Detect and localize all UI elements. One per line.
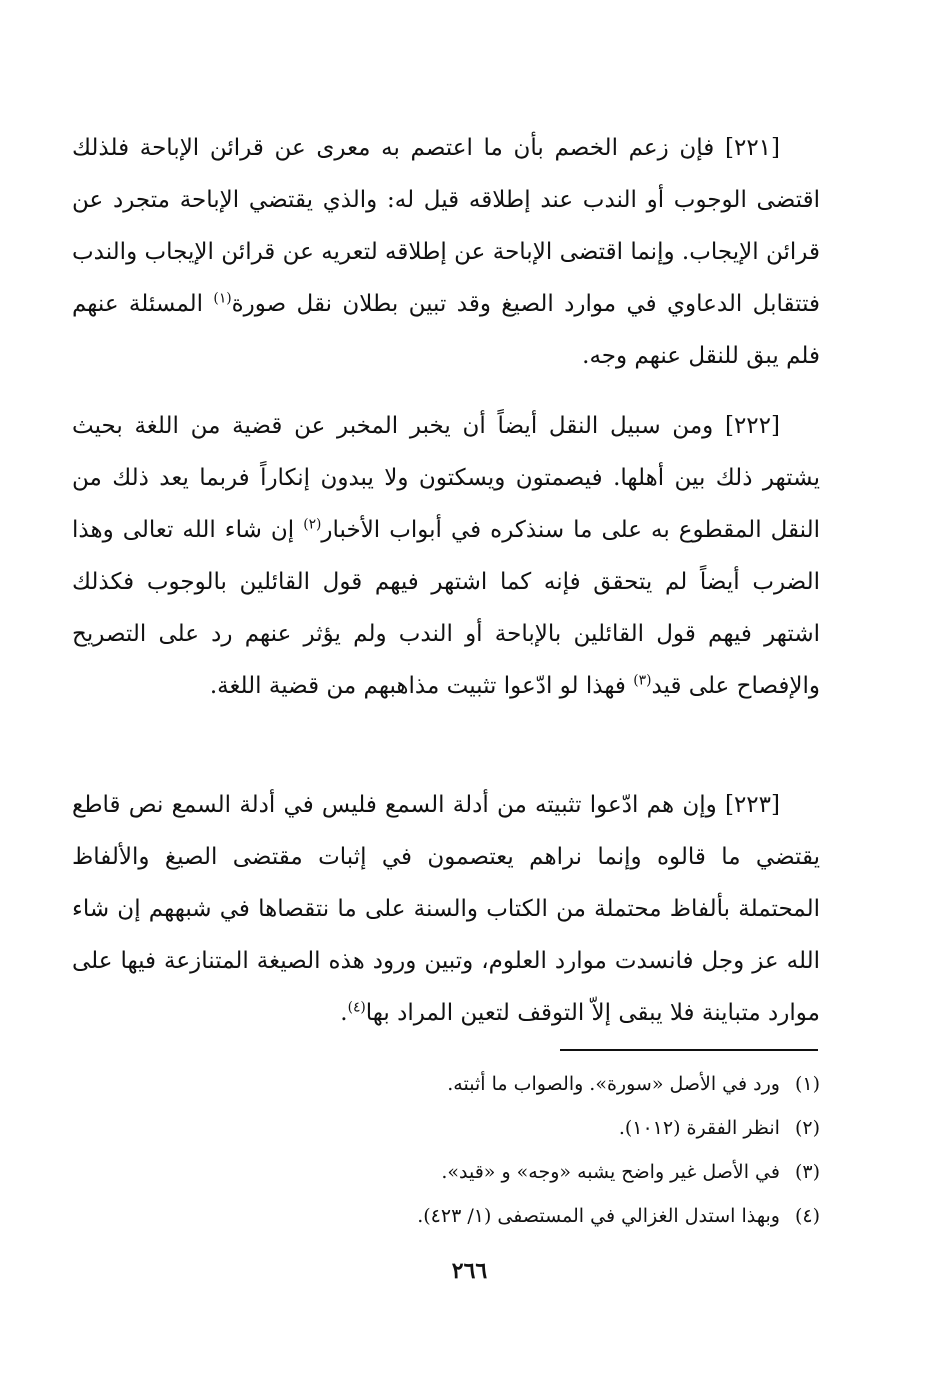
footnote: [300, 1106, 820, 1150]
footnote-marker[interactable]: (٣): [633, 672, 652, 689]
footnote: [300, 1150, 820, 1194]
page-number: ٢٦٦: [451, 1258, 488, 1284]
paragraph-number: [٢٢١]: [724, 135, 781, 161]
footnote-text: في الأصل غير واضح يشبه «وجه» و «قيد».: [441, 1161, 780, 1183]
paragraph-text: .: [340, 1000, 348, 1026]
footnote-number: (٣): [794, 1161, 820, 1183]
footnote-marker[interactable]: (١): [213, 290, 232, 307]
footnote-number: (٢): [794, 1117, 820, 1139]
footnote-number: (٤): [794, 1205, 820, 1227]
footnote-text: ورد في الأصل «سورة». والصواب ما أثبته.: [447, 1073, 780, 1095]
paragraph-number: [٢٢٣]: [724, 792, 780, 818]
footnote-separator: [560, 1049, 818, 1051]
paragraph-222: [72, 400, 820, 712]
footnote: [300, 1194, 820, 1238]
footnotes: [300, 1062, 820, 1238]
footnote-text: انظر الفقرة (١٠١٢).: [618, 1117, 780, 1139]
footnote-marker[interactable]: (٢): [303, 516, 322, 533]
paragraph-text: ومن سبيل النقل أيضاً أن يخبر المخبر عن قضية من اللغة بحيث يشتهر ذلك بين أهلها. فيصمتون ويسكتون ولا يبدون إنكاراً فربما يعد ذلك من النقل المقطوع به على ما سنذكره في أبواب الأخبار: [72, 413, 820, 543]
footnote-text: وبهذا استدل الغزالي في المستصفى (١/ ٤٢٣).: [417, 1205, 780, 1227]
footnote-marker[interactable]: (٤): [347, 999, 366, 1016]
paragraph-text: وإن هم ادّعوا تثبيته من أدلة السمع فليس في أدلة السمع نص قاطع يقتضي ما قالوه وإنما نراهم يعتصمون في إثبات مقتضى الصيغ والألفاظ المحتملة بألفاظ محتملة من الكتاب والسنة على ما نتقصاها في شبههم إن شاء الله عز وجل فانسدت موارد العلوم، وتبين ورود هذه الصيغة المتنازعة فيها على موارد متباينة فلا يبقى إلاّ التوقف لتعين المراد بها: [72, 792, 820, 1026]
footnote: [300, 1062, 820, 1106]
paragraph-221: [72, 122, 820, 382]
paragraph-text: فإن زعم الخصم بأن ما اعتصم به معرى عن قرائن الإباحة فلذلك اقتضى الوجوب أو الندب عند إطلاقه قيل له: والذي يقتضي الإباحة متجرد عن قرائن الإيجاب. وإنما اقتضى الإباحة عن إطلاقه لتعريه عن قرائن الإيجاب والندب فتتقابل الدعاوي في موارد الصيغ وقد تبين بطلان نقل صورة: [72, 135, 821, 317]
paragraph-text: إن شاء الله تعالى وهذا الضرب أيضاً لم يتحقق فإنه كما اشتهر فيهم قول القائلين بالوجوب فكذلك اشتهر فيهم قول القائلين بالإباحة أو الندب ولم يؤثر عنهم رد على التصريح والإفصاح على قيد: [72, 517, 820, 699]
paragraph-223: [72, 779, 820, 1039]
paragraph-text: المسئلة عنهم فلم يبق للنقل عنهم وجه.: [72, 291, 820, 369]
paragraph-text: فهذا لو ادّعوا تثبيت مذاهبهم من قضية اللغة.: [209, 673, 626, 699]
footnote-number: (١): [794, 1073, 820, 1095]
paragraph-number: [٢٢٢]: [724, 413, 780, 439]
